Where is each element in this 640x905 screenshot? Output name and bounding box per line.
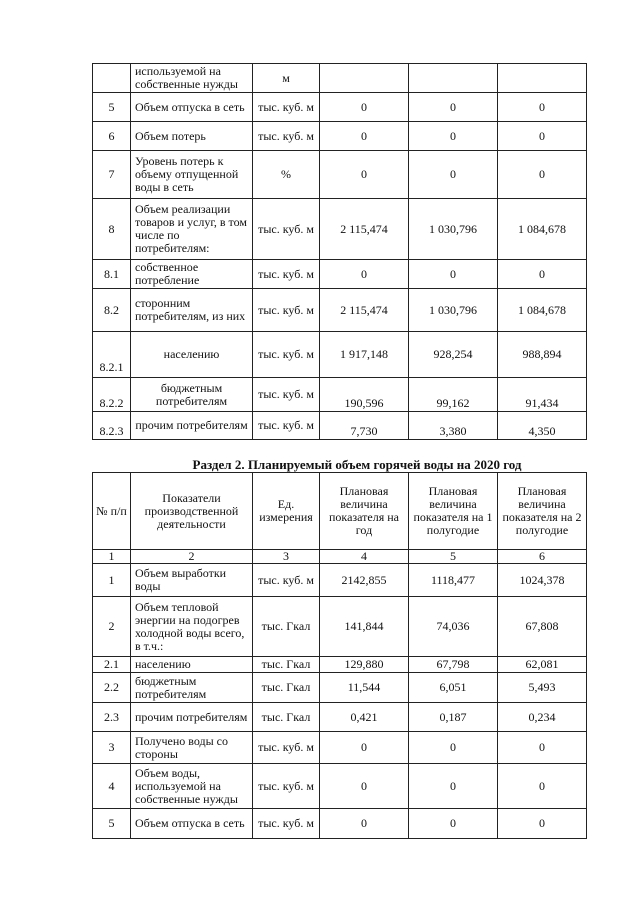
value-half2: 62,081 [498, 657, 587, 673]
row-number: 2.3 [93, 703, 131, 732]
unit-cell: тыс. куб. м [253, 332, 320, 378]
table-row [93, 151, 587, 199]
unit-cell: тыс. Гкал [253, 703, 320, 732]
indicator-name: Получено воды со стороны [131, 732, 253, 764]
row-number: 4 [93, 764, 131, 809]
value-half1: 67,798 [409, 657, 498, 673]
row-number: 2 [93, 597, 131, 657]
indicator-name: прочим потребителям [131, 703, 253, 732]
value-year [320, 64, 409, 93]
column-number: 1 [93, 550, 131, 564]
value-year: 7,730 [320, 412, 409, 440]
header-indicator: Показатели производственной деятельности [131, 473, 253, 550]
value-year: 0 [320, 764, 409, 809]
unit-cell: тыс. Гкал [253, 657, 320, 673]
value-half2: 5,493 [498, 673, 587, 703]
value-half2: 0 [498, 122, 587, 151]
header-value-half1: Плановая величина показателя на 1 полугодие [409, 473, 498, 550]
value-year: 0 [320, 732, 409, 764]
indicator-name: используемой на собственные нужды [131, 64, 253, 93]
column-number: 3 [253, 550, 320, 564]
value-year: 0,421 [320, 703, 409, 732]
unit-cell: % [253, 151, 320, 199]
value-year: 190,596 [320, 378, 409, 412]
row-number: 8 [93, 199, 131, 260]
table-row [93, 122, 587, 151]
value-half1: 3,380 [409, 412, 498, 440]
value-year: 0 [320, 809, 409, 839]
table-section2 [92, 472, 587, 839]
value-half1: 0 [409, 809, 498, 839]
value-half2: 1024,378 [498, 564, 587, 597]
section-title: Раздел 2. Планируемый объем горячей воды на 2020 год [192, 457, 522, 472]
value-half1: 1118,477 [409, 564, 498, 597]
value-half2: 0 [498, 260, 587, 289]
value-year: 2 115,474 [320, 289, 409, 332]
row-number: 8.1 [93, 260, 131, 289]
row-number: 8.2.3 [93, 412, 131, 440]
column-number: 6 [498, 550, 587, 564]
value-year: 2142,855 [320, 564, 409, 597]
value-half1: 0 [409, 122, 498, 151]
indicator-name: Уровень потерь к объему отпущенной воды в сеть [131, 151, 253, 199]
unit-cell: тыс. куб. м [253, 564, 320, 597]
row-number: 8.2.2 [93, 378, 131, 412]
table-section1-continued [92, 63, 587, 440]
value-half2: 1 084,678 [498, 289, 587, 332]
value-half1: 0,187 [409, 703, 498, 732]
value-year: 2 115,474 [320, 199, 409, 260]
value-half2: 67,808 [498, 597, 587, 657]
value-year: 129,880 [320, 657, 409, 673]
indicator-name: прочим потребителям [131, 412, 253, 440]
value-half2: 4,350 [498, 412, 587, 440]
unit-cell: м [253, 64, 320, 93]
row-number: 2.1 [93, 657, 131, 673]
indicator-name: Объем отпуска в сеть [131, 809, 253, 839]
row-number: 6 [93, 122, 131, 151]
header-value-half2: Плановая величина показателя на 2 полугодие [498, 473, 587, 550]
value-half1 [409, 64, 498, 93]
column-number: 5 [409, 550, 498, 564]
row-number: 5 [93, 809, 131, 839]
value-half2: 0,234 [498, 703, 587, 732]
indicator-name: бюджетным потребителям [131, 673, 253, 703]
indicator-name: Объем воды, используемой на собственные нужды [131, 764, 253, 809]
table-row [93, 332, 587, 378]
unit-cell: тыс. куб. м [253, 260, 320, 289]
table-row [93, 564, 587, 597]
value-half1: 6,051 [409, 673, 498, 703]
unit-cell: тыс. куб. м [253, 289, 320, 332]
indicator-name: Объем отпуска в сеть [131, 93, 253, 122]
value-year: 0 [320, 260, 409, 289]
value-half2 [498, 64, 587, 93]
row-number: 5 [93, 93, 131, 122]
unit-cell: тыс. куб. м [253, 764, 320, 809]
value-half2: 1 084,678 [498, 199, 587, 260]
value-half2: 988,894 [498, 332, 587, 378]
value-half2: 0 [498, 93, 587, 122]
indicator-name: собственное потребление [131, 260, 253, 289]
unit-cell: тыс. Гкал [253, 597, 320, 657]
indicator-name: сторонним потребителям, из них [131, 289, 253, 332]
value-half1: 0 [409, 732, 498, 764]
value-half1: 0 [409, 260, 498, 289]
table-row [93, 199, 587, 260]
column-number: 2 [131, 550, 253, 564]
table-row [93, 657, 587, 673]
row-number: 7 [93, 151, 131, 199]
value-year: 0 [320, 93, 409, 122]
value-half1: 0 [409, 93, 498, 122]
indicator-name: Объем выработки воды [131, 564, 253, 597]
table-row [93, 412, 587, 440]
value-half2: 91,434 [498, 378, 587, 412]
value-half1: 74,036 [409, 597, 498, 657]
header-value-year: Плановая величина показателя на год [320, 473, 409, 550]
value-half1: 1 030,796 [409, 289, 498, 332]
unit-cell: тыс. куб. м [253, 199, 320, 260]
row-number: 3 [93, 732, 131, 764]
value-half2: 0 [498, 764, 587, 809]
row-number [93, 64, 131, 93]
indicator-name: Объем тепловой энергии на подогрев холодной воды всего, в т.ч.: [131, 597, 253, 657]
column-number: 4 [320, 550, 409, 564]
table-row [93, 93, 587, 122]
value-half1: 0 [409, 151, 498, 199]
unit-cell: тыс. куб. м [253, 93, 320, 122]
table-row [93, 597, 587, 657]
value-half2: 0 [498, 151, 587, 199]
table-row [93, 703, 587, 732]
table-row [93, 260, 587, 289]
indicator-name: населению [131, 657, 253, 673]
value-half1: 1 030,796 [409, 199, 498, 260]
table-row [93, 732, 587, 764]
value-year: 0 [320, 122, 409, 151]
table-row [93, 378, 587, 412]
row-number: 8.2.1 [93, 332, 131, 378]
value-half2: 0 [498, 732, 587, 764]
table-row [93, 289, 587, 332]
value-year: 1 917,148 [320, 332, 409, 378]
table-row [93, 673, 587, 703]
table-row [93, 764, 587, 809]
value-half1: 0 [409, 764, 498, 809]
unit-cell: тыс. куб. м [253, 122, 320, 151]
indicator-name: населению [131, 332, 253, 378]
value-half1: 928,254 [409, 332, 498, 378]
column-number-row [93, 550, 587, 564]
value-year: 141,844 [320, 597, 409, 657]
header-number: № п/п [93, 473, 131, 550]
unit-cell: тыс. куб. м [253, 732, 320, 764]
table-row [93, 809, 587, 839]
value-half1: 99,162 [409, 378, 498, 412]
value-year: 11,544 [320, 673, 409, 703]
indicator-name: Объем потерь [131, 122, 253, 151]
indicator-name: бюджетным потребителям [131, 378, 253, 412]
indicator-name: Объем реализации товаров и услуг, в том числе по потребителям: [131, 199, 253, 260]
unit-cell: тыс. куб. м [253, 809, 320, 839]
header-unit: Ед. измерения [253, 473, 320, 550]
row-number: 1 [93, 564, 131, 597]
table-row [93, 64, 587, 93]
table-header-row [93, 473, 587, 550]
unit-cell: тыс. Гкал [253, 673, 320, 703]
row-number: 8.2 [93, 289, 131, 332]
unit-cell: тыс. куб. м [253, 412, 320, 440]
value-half2: 0 [498, 809, 587, 839]
unit-cell: тыс. куб. м [253, 378, 320, 412]
row-number: 2.2 [93, 673, 131, 703]
value-year: 0 [320, 151, 409, 199]
